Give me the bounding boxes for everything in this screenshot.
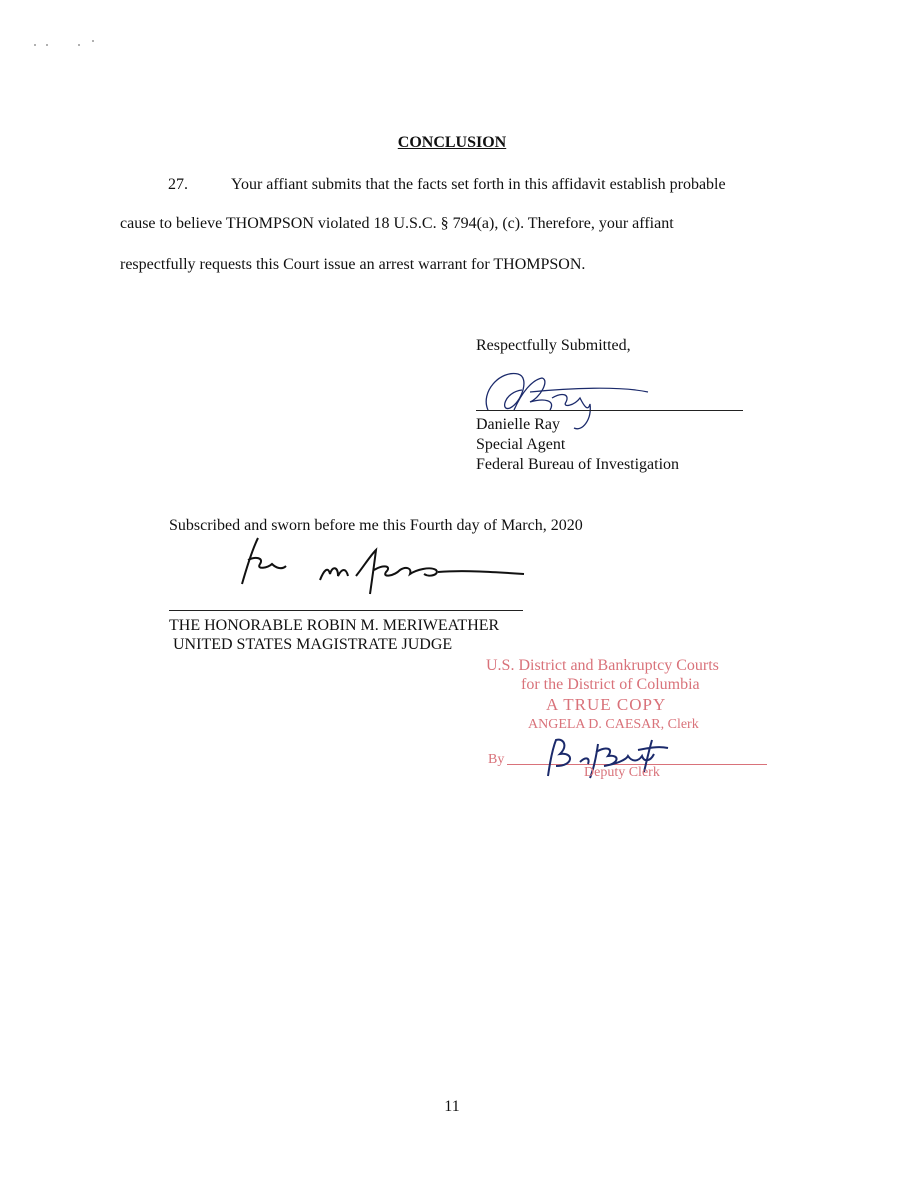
stamp-by-label: By — [488, 752, 505, 767]
paragraph-line-2: cause to believe THOMPSON violated 18 U.S.C. § 794(a), (c). Therefore, your affiant — [120, 215, 674, 232]
paragraph-line-1: Your affiant submits that the facts set forth in this affidavit establish probable — [231, 176, 726, 193]
stamp-court-name: U.S. District and Bankruptcy Courts — [486, 657, 719, 674]
affiant-title: Special Agent — [476, 436, 566, 453]
stamp-clerk-name: ANGELA D. CAESAR, Clerk — [528, 717, 699, 732]
judge-title: UNITED STATES MAGISTRATE JUDGE — [173, 636, 453, 653]
affiant-name: Danielle Ray — [476, 416, 560, 433]
affiant-signature-line — [476, 410, 743, 411]
paragraph-line-3: respectfully requests this Court issue an arrest warrant for THOMPSON. — [120, 256, 586, 273]
sworn-statement: Subscribed and sworn before me this Fourth day of March, 2020 — [169, 517, 583, 534]
closing-text: Respectfully Submitted, — [476, 337, 631, 354]
stamp-deputy-clerk: Deputy Clerk — [584, 765, 660, 780]
stamp-true-copy: A TRUE COPY — [546, 695, 667, 714]
paragraph-number: 27. — [168, 176, 188, 193]
section-heading: CONCLUSION — [397, 134, 507, 151]
judge-name: THE HONORABLE ROBIN M. MERIWEATHER — [169, 617, 500, 634]
page-number: 11 — [444, 1098, 460, 1115]
judge-signature-line — [169, 610, 523, 611]
stamp-district: for the District of Columbia — [521, 676, 700, 693]
judge-signature — [224, 530, 529, 600]
affiant-agency: Federal Bureau of Investigation — [476, 456, 680, 473]
